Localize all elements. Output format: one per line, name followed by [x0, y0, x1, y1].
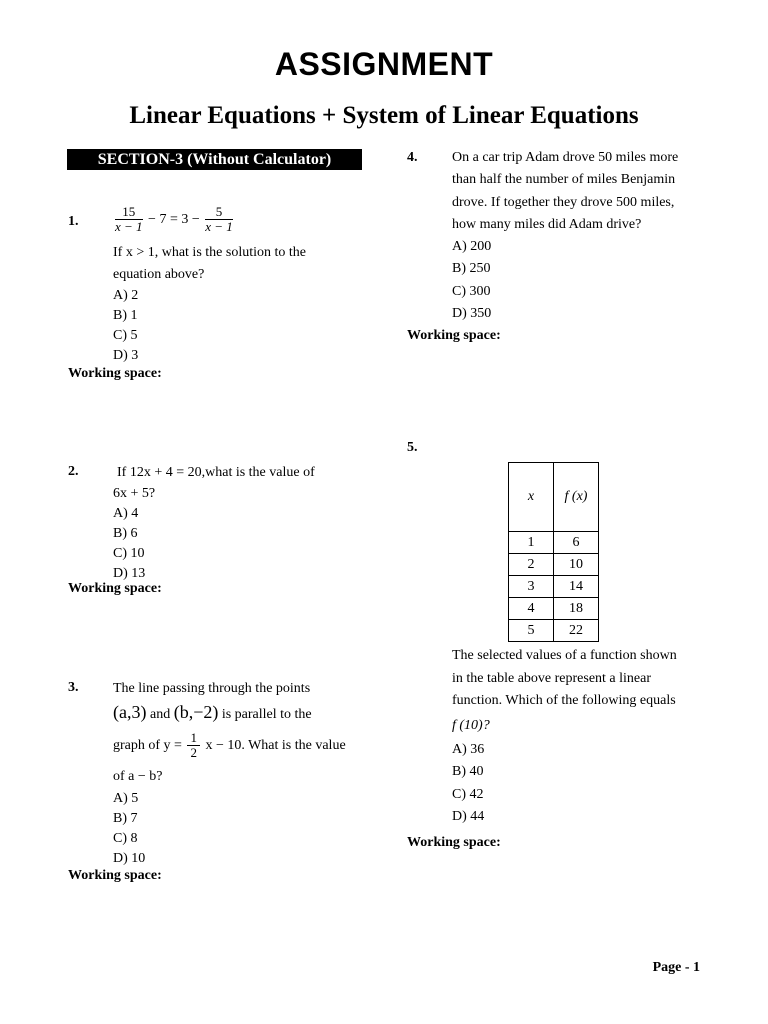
fraction-denominator: x − 1: [205, 219, 233, 235]
table-cell-x: 5: [509, 620, 554, 642]
table-cell-fx: 6: [554, 532, 599, 554]
question-3-line-2-tail: is parallel to the: [218, 707, 312, 722]
option-c: C) 8: [113, 831, 138, 846]
table-row: [509, 532, 599, 554]
fraction-numerator: 15: [115, 205, 143, 220]
question-5-working-space: Working space:: [407, 835, 501, 850]
table-cell-fx: 22: [554, 620, 599, 642]
question-2-line-2: 6x + 5?: [113, 486, 156, 501]
table-cell-fx: 14: [554, 576, 599, 598]
question-5-line-4: f (10)?: [452, 717, 490, 733]
table-cell-fx: 18: [554, 598, 599, 620]
table-cell-fx: 10: [554, 554, 599, 576]
question-5-line-1: The selected values of a function shown: [452, 648, 677, 663]
section-heading: SECTION-3 (Without Calculator): [67, 149, 362, 170]
option-c: C) 5: [113, 328, 138, 343]
question-2-number: 2.: [68, 464, 79, 479]
table-row: [509, 598, 599, 620]
question-3-working-space: Working space:: [68, 868, 162, 883]
option-c: C) 10: [113, 546, 145, 561]
fraction-denominator: 2: [190, 745, 197, 761]
question-2-working-space: Working space:: [68, 581, 162, 596]
option-b: B) 7: [113, 811, 138, 826]
fraction-numerator: 1: [187, 731, 200, 746]
question-4-line-4: how many miles did Adam drive?: [452, 216, 642, 232]
question-3-line-1: The line passing through the points: [113, 681, 311, 696]
option-a: A) 36: [452, 741, 485, 757]
question-4-working-space: Working space:: [407, 328, 501, 343]
question-4-line-2: than half the number of miles Benjamin: [452, 172, 676, 188]
fraction-denominator: x − 1: [115, 219, 143, 235]
option-b: B) 40: [452, 764, 484, 779]
question-1-line-2: equation above?: [113, 267, 205, 282]
question-5-line-2: in the table above represent a linear: [452, 670, 652, 686]
table-header-fx: f (x): [554, 463, 599, 532]
question-1: [113, 200, 363, 366]
question-5-line-3: function. Which of the following equals: [452, 693, 676, 708]
table-cell-x: 3: [509, 576, 554, 598]
table-cell-x: 4: [509, 598, 554, 620]
question-1-line-1: If x > 1, what is the solution to the: [113, 245, 306, 260]
option-a: A) 4: [113, 506, 139, 521]
question-1-working-space: Working space:: [68, 366, 162, 381]
question-4-number: 4.: [407, 150, 418, 165]
question-4-line-3: drove. If together they drove 500 miles,: [452, 194, 675, 210]
option-a: A) 2: [113, 288, 139, 303]
option-b: B) 250: [452, 261, 491, 277]
question-4: [452, 147, 700, 325]
table-row: [509, 620, 599, 642]
option-d: D) 10: [113, 851, 146, 866]
option-a: A) 200: [452, 239, 492, 255]
question-3-line-2: [113, 700, 363, 727]
question-3-line-3-tail: x − 10. What is the value: [205, 738, 346, 753]
function-table: [508, 462, 599, 642]
option-b: B) 6: [113, 526, 138, 541]
question-1-fraction-2: [205, 205, 233, 234]
fraction-numerator: 5: [205, 205, 233, 220]
option-c: C) 42: [452, 786, 484, 802]
point-b: (b,−2): [173, 702, 219, 722]
option-d: D) 350: [452, 306, 492, 322]
option-a: A) 5: [113, 791, 139, 806]
question-2: [113, 462, 363, 584]
question-1-fraction-1: [115, 205, 143, 234]
table-header-row: [509, 463, 599, 532]
question-3: [113, 678, 363, 869]
table-cell-x: 2: [509, 554, 554, 576]
table-header-x: x: [509, 463, 554, 532]
question-2-line-1: If 12x + 4 = 20,what is the value of: [117, 465, 315, 480]
option-d: D) 44: [452, 809, 485, 824]
question-1-text: [113, 242, 363, 286]
question-3-line-3: [113, 727, 363, 765]
point-a: (a,3): [113, 702, 147, 722]
document-title: ASSIGNMENT: [274, 46, 494, 82]
table-row: [509, 554, 599, 576]
option-d: D) 3: [113, 348, 139, 363]
conjunction-text: and: [146, 707, 174, 722]
document-subtitle: Linear Equations + System of Linear Equations: [129, 102, 639, 129]
question-1-equation: [113, 200, 363, 240]
question-1-options: [113, 286, 363, 366]
slope-fraction: [187, 731, 200, 760]
equation-middle: − 7 = 3 −: [148, 212, 200, 227]
option-c: C) 300: [452, 283, 491, 299]
question-5-number: 5.: [407, 440, 418, 455]
question-3-line-3-head: graph of y =: [113, 738, 182, 753]
question-4-line-1: On a car trip Adam drove 50 miles more: [452, 150, 679, 165]
question-5: [452, 645, 700, 829]
question-3-number: 3.: [68, 680, 79, 695]
page-number: Page - 1: [652, 960, 700, 975]
question-3-line-4: of a − b?: [113, 769, 163, 784]
table-cell-x: 1: [509, 532, 554, 554]
question-1-number: 1.: [68, 214, 79, 229]
table-row: [509, 576, 599, 598]
option-b: B) 1: [113, 308, 138, 323]
option-d: D) 13: [113, 566, 146, 581]
